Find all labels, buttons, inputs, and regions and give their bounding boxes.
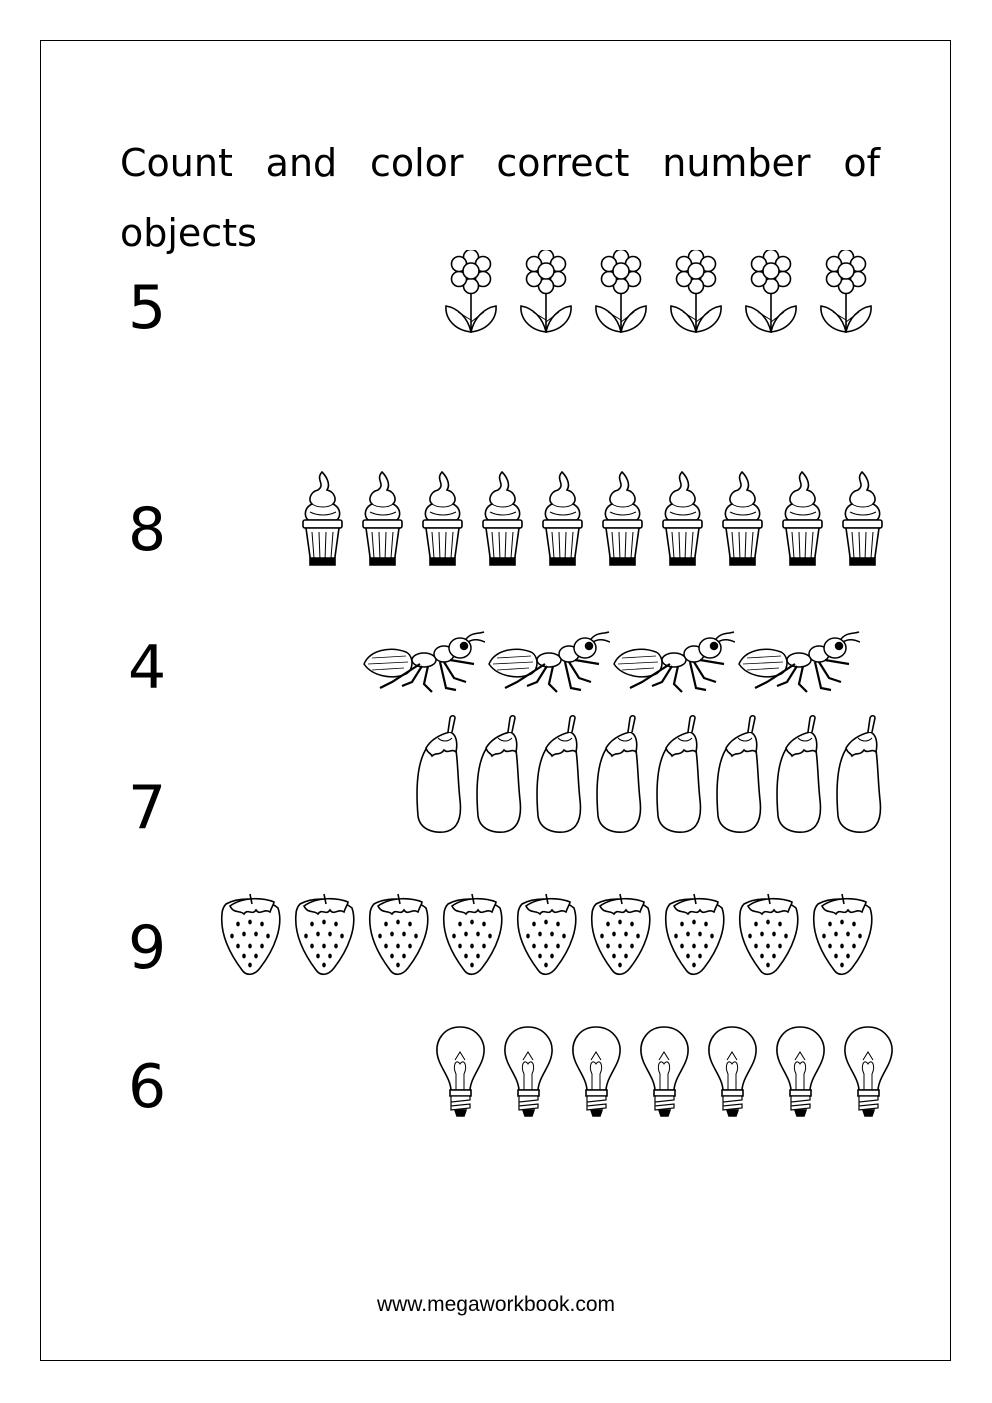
- ice-cream-cone-icon: [300, 470, 345, 568]
- row-number: 4: [128, 633, 167, 703]
- strawberry-icon: [218, 890, 282, 976]
- ice-cream-cone-icon: [540, 470, 585, 568]
- ant-icon: [737, 630, 860, 694]
- flower-icon: [815, 250, 877, 336]
- light-bulb-icon: [434, 1024, 487, 1119]
- strawberry-icon: [440, 890, 504, 976]
- object-group: [434, 1024, 895, 1119]
- flower-icon: [665, 250, 727, 336]
- ant-icon: [362, 630, 485, 694]
- light-bulb-icon: [842, 1024, 895, 1119]
- ice-cream-cone-icon: [600, 470, 645, 568]
- counting-row: [0, 470, 992, 590]
- row-number: 5: [128, 273, 167, 343]
- counting-row: [0, 250, 992, 370]
- flower-icon: [440, 250, 502, 336]
- eggplant-icon: [474, 712, 524, 834]
- flower-icon: [515, 250, 577, 336]
- strawberry-icon: [810, 890, 874, 976]
- row-number: 9: [128, 913, 167, 983]
- ice-cream-cone-icon: [720, 470, 765, 568]
- strawberry-icon: [736, 890, 800, 976]
- eggplant-icon: [594, 712, 644, 834]
- strawberry-icon: [662, 890, 726, 976]
- light-bulb-icon: [502, 1024, 555, 1119]
- row-number: 8: [128, 495, 167, 565]
- eggplant-icon: [774, 712, 824, 834]
- ice-cream-cone-icon: [420, 470, 465, 568]
- website-url: www.megaworkbook.com: [376, 1293, 616, 1316]
- ice-cream-cone-icon: [780, 470, 825, 568]
- strawberry-icon: [514, 890, 578, 976]
- strawberry-icon: [366, 890, 430, 976]
- ant-icon: [487, 630, 610, 694]
- eggplant-icon: [654, 712, 704, 834]
- flower-icon: [740, 250, 802, 336]
- ice-cream-cone-icon: [360, 470, 405, 568]
- light-bulb-icon: [570, 1024, 623, 1119]
- flower-icon: [590, 250, 652, 336]
- ice-cream-cone-icon: [480, 470, 525, 568]
- object-group: [440, 250, 877, 336]
- light-bulb-icon: [638, 1024, 691, 1119]
- object-group: [300, 470, 885, 568]
- object-group: [414, 712, 884, 834]
- counting-row: [0, 712, 992, 843]
- eggplant-icon: [534, 712, 584, 834]
- row-number: 7: [128, 773, 167, 843]
- eggplant-icon: [414, 712, 464, 834]
- eggplant-icon: [834, 712, 884, 834]
- strawberry-icon: [588, 890, 652, 976]
- ant-icon: [612, 630, 735, 694]
- object-group: [218, 890, 874, 976]
- light-bulb-icon: [706, 1024, 759, 1119]
- strawberry-icon: [292, 890, 356, 976]
- light-bulb-icon: [774, 1024, 827, 1119]
- counting-row: [0, 1024, 992, 1144]
- eggplant-icon: [714, 712, 764, 834]
- object-group: [362, 630, 860, 694]
- ice-cream-cone-icon: [660, 470, 705, 568]
- row-number: 6: [128, 1052, 167, 1122]
- worksheet-title: Count and color correct number of objects: [120, 141, 880, 255]
- counting-row: [0, 890, 992, 1010]
- ice-cream-cone-icon: [840, 470, 885, 568]
